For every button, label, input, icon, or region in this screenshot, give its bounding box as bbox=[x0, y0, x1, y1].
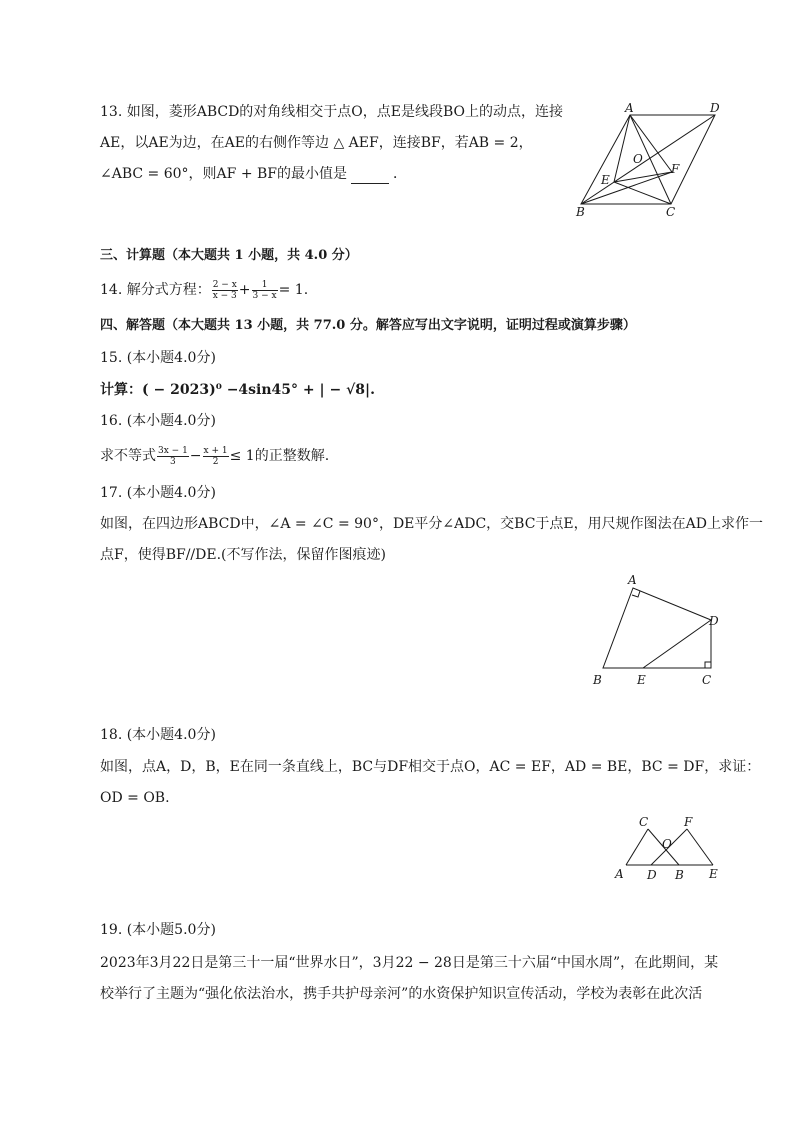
label-o: O bbox=[662, 837, 672, 851]
quadrilateral-figure bbox=[585, 570, 725, 690]
q15-body: 计算：( − 2023)⁰ −4sin45° + | − √8|. bbox=[100, 382, 375, 398]
segment-ef bbox=[614, 172, 672, 182]
q16-f2-num: x + 1 bbox=[203, 445, 228, 456]
segment-ae bbox=[614, 115, 630, 182]
q19-line2: 校举行了主题为“强化依法治水，携手共护母亲河”的水资保护知识宣传活动，学校为表彰在此次活 bbox=[100, 986, 703, 1002]
label-c: C bbox=[666, 205, 676, 219]
label-d: D bbox=[710, 101, 720, 115]
segment-fe bbox=[687, 829, 713, 865]
q19-line1: 2023年3月22日是第三十一届“世界水日”，3月22 − 28日是第三十六届“中国水周”，在此期间，某 bbox=[100, 955, 719, 971]
q16-fraction-1 bbox=[157, 446, 189, 467]
label-d: D bbox=[709, 614, 719, 628]
q14-f1-den: x − 3 bbox=[212, 290, 237, 301]
q16-head: 16. (本小题4.0分) bbox=[100, 413, 216, 429]
q16-end: ≤ 1的正整数解. bbox=[229, 448, 330, 464]
q14-end: = 1. bbox=[278, 282, 309, 298]
q14-label: 14. 解分式方程： bbox=[100, 282, 211, 298]
label-c: C bbox=[702, 673, 712, 687]
q15-head: 15. (本小题4.0分) bbox=[100, 350, 216, 366]
q14-f2-den: 3 − x bbox=[252, 290, 277, 301]
q17-line1: 如图，在四边形ABCD中，∠A = ∠C = 90°，DE平分∠ADC，交BC于点E，用尺规作图法在AD上求作一 bbox=[100, 516, 763, 532]
label-f: F bbox=[684, 815, 693, 829]
q16-minus: − bbox=[189, 448, 202, 464]
q14-f2-num: 1 bbox=[252, 280, 278, 291]
label-d: D bbox=[647, 868, 657, 882]
label-o: O bbox=[633, 152, 643, 166]
label-f: F bbox=[671, 162, 680, 176]
q19-head: 19. (本小题5.0分) bbox=[100, 922, 216, 938]
label-a: A bbox=[628, 573, 637, 587]
quadrilateral-outline bbox=[603, 588, 711, 668]
q16-text: 求不等式 bbox=[100, 448, 156, 464]
q13-line3 bbox=[100, 164, 407, 184]
segment-ac bbox=[626, 829, 648, 865]
q16-fraction-2 bbox=[203, 446, 229, 467]
q14-fraction-1 bbox=[212, 280, 238, 301]
label-b: B bbox=[593, 673, 602, 687]
q14 bbox=[100, 278, 308, 302]
right-angle-a bbox=[632, 591, 640, 597]
q14-fraction-2 bbox=[252, 280, 278, 301]
label-b: B bbox=[576, 205, 585, 219]
label-e: E bbox=[709, 867, 718, 881]
q18-line2: OD = OB. bbox=[100, 790, 170, 806]
rhombus-figure bbox=[565, 100, 735, 220]
section-4-title: 四、解答题（本大题共 13 小题，共 77.0 分。解答应写出文字说明，证明过程或演算步骤） bbox=[100, 318, 636, 333]
q16-f2-den: 2 bbox=[212, 456, 219, 467]
q18-line1: 如图，点A，D，B，E在同一条直线上，BC与DF相交于点O，AC = EF，AD = BE，BC = DF，求证： bbox=[100, 759, 761, 775]
label-a: A bbox=[615, 867, 624, 881]
triangles-figure bbox=[605, 812, 735, 886]
right-angle-c bbox=[705, 662, 711, 668]
q16-f1-num: 3x − 1 bbox=[158, 445, 188, 456]
q16-f1-den: 3 bbox=[170, 456, 176, 467]
label-e: E bbox=[601, 173, 610, 187]
segment-de bbox=[643, 620, 711, 668]
q13-line3-end: ． bbox=[393, 166, 408, 182]
label-a: A bbox=[625, 101, 634, 115]
label-b: B bbox=[675, 868, 684, 882]
q17-head: 17. (本小题4.0分) bbox=[100, 485, 216, 501]
q18-head: 18. (本小题4.0分) bbox=[100, 727, 216, 743]
label-c: C bbox=[639, 815, 649, 829]
q17-line2: 点F，使得BF//DE.(不写作法，保留作图痕迹) bbox=[100, 547, 386, 563]
q13-line2: AE，以AE为边，在AE的右侧作等边 △ AEF，连接BF，若AB = 2， bbox=[100, 135, 533, 151]
label-e: E bbox=[637, 673, 646, 687]
q13-line3-text: ∠ABC = 60°，则AF + BF的最小值是 bbox=[100, 166, 348, 182]
diagonal-bd bbox=[581, 115, 715, 204]
q13-line1: 13. 如图，菱形ABCD的对角线相交于点O，点E是线段BO上的动点，连接 bbox=[100, 104, 564, 120]
answer-blank bbox=[351, 169, 389, 184]
q14-f1-num: 2 − x bbox=[212, 279, 237, 290]
section-3-title: 三、计算题（本大题共 1 小题，共 4.0 分） bbox=[100, 248, 358, 263]
q14-plus: + bbox=[238, 282, 251, 298]
q16-body bbox=[100, 444, 329, 468]
